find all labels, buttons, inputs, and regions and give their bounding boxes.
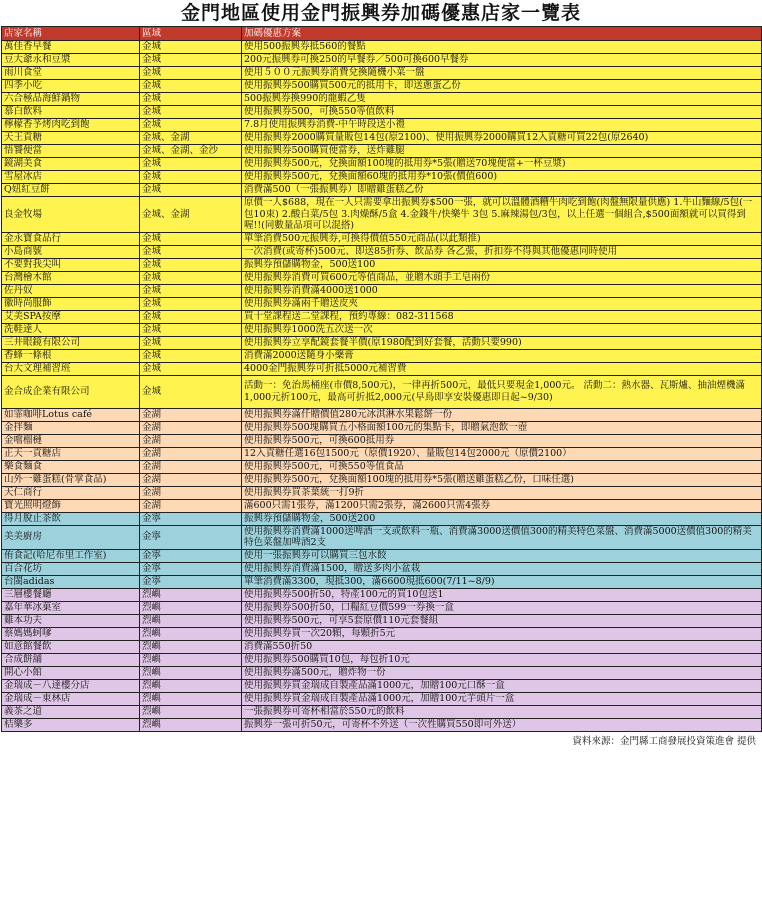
table-row xyxy=(2,408,762,421)
store-name-cell: 天仁商行 xyxy=(2,486,140,499)
table-row xyxy=(2,323,762,336)
table-row xyxy=(2,562,762,575)
area-cell: 金城 xyxy=(140,258,242,271)
store-name-cell: 香蜂一條根 xyxy=(2,349,140,362)
offer-cell: 7.8月使用振興券消費-中午時段送小禮 xyxy=(242,119,762,132)
store-name-cell: 六合極品海鮮鍋物 xyxy=(2,93,140,106)
area-cell: 金寧 xyxy=(140,575,242,588)
table-row xyxy=(2,447,762,460)
store-name-cell: 萬佳香早餐 xyxy=(2,41,140,54)
offer-cell: 消費滿2000送隨身小藥膏 xyxy=(242,349,762,362)
table-row xyxy=(2,614,762,627)
area-cell: 金城 xyxy=(140,245,242,258)
table-row xyxy=(2,473,762,486)
table-row xyxy=(2,310,762,323)
area-cell: 金城 xyxy=(140,271,242,284)
table-row xyxy=(2,158,762,171)
area-cell: 金城 xyxy=(140,119,242,132)
store-name-cell: 桔樂多 xyxy=(2,718,140,731)
area-cell: 金寧 xyxy=(140,512,242,525)
table-row xyxy=(2,679,762,692)
offer-cell: 使用振興券1000洗五次送一次 xyxy=(242,323,762,336)
table-row xyxy=(2,375,762,408)
store-name-cell: 開心小館 xyxy=(2,666,140,679)
table-row xyxy=(2,349,762,362)
area-cell: 金城 xyxy=(140,158,242,171)
offer-cell: 使用振興券消費滿1500，贈送多肉小盆栽 xyxy=(242,562,762,575)
offer-cell: 使用振興券500，可換550等值飲料 xyxy=(242,106,762,119)
table-row xyxy=(2,119,762,132)
store-name-cell: 嘉年華冰菓室 xyxy=(2,601,140,614)
table-row xyxy=(2,284,762,297)
table-row xyxy=(2,421,762,434)
store-table xyxy=(1,26,762,732)
area-cell: 金城 xyxy=(140,67,242,80)
store-name-cell: 悟饕便當 xyxy=(2,145,140,158)
offer-cell: 200元振興券可換250的早餐券／500可換600早餐券 xyxy=(242,54,762,67)
table-row xyxy=(2,653,762,666)
store-name-cell: 義茶之道 xyxy=(2,705,140,718)
offer-cell: 使用振興券500購買便當券，送炸雞腿 xyxy=(242,145,762,158)
area-cell: 金湖 xyxy=(140,447,242,460)
area-cell: 烈嶼 xyxy=(140,653,242,666)
offer-cell: 一張振興券可寄杯相當於550元的飲料 xyxy=(242,705,762,718)
area-cell: 烈嶼 xyxy=(140,718,242,731)
area-cell: 金湖 xyxy=(140,460,242,473)
table-row xyxy=(2,232,762,245)
area-cell: 金寧 xyxy=(140,525,242,549)
offer-cell: 使用振興券消費滿4000送1000 xyxy=(242,284,762,297)
table-row xyxy=(2,692,762,705)
offer-cell: 消費滿550折50 xyxy=(242,640,762,653)
area-cell: 金城 xyxy=(140,41,242,54)
store-name-cell: 三層樓餐廳 xyxy=(2,588,140,601)
store-name-cell: 樂食麵食 xyxy=(2,460,140,473)
area-cell: 烈嶼 xyxy=(140,692,242,705)
table-row xyxy=(2,627,762,640)
table-row xyxy=(2,486,762,499)
offer-cell: 使用一張振興券可以購買三包水餃 xyxy=(242,549,762,562)
offer-cell: 使用振興券500折50，特產100元的買10包送1 xyxy=(242,588,762,601)
table-row xyxy=(2,718,762,731)
offer-cell: 使用振興券500元，兌換面額60塊的抵用券*10張(價值600) xyxy=(242,171,762,184)
header-area: 區域 xyxy=(140,27,242,41)
area-cell: 烈嶼 xyxy=(140,679,242,692)
store-name-cell: 正天一貢糖店 xyxy=(2,447,140,460)
store-name-cell: 金瑞成－八達樓分店 xyxy=(2,679,140,692)
offer-cell: 振興券預儲購物金，500送200 xyxy=(242,512,762,525)
area-cell: 金寧 xyxy=(140,549,242,562)
area-cell: 金湖 xyxy=(140,486,242,499)
offer-cell: 使用振興券買金瑞成自製產品滿1000元，加贈100元口酥一盒 xyxy=(242,679,762,692)
store-name-cell: 蔡媽媽蚵嗲 xyxy=(2,627,140,640)
offer-cell: 使用振興券500購買10包，每包折10元 xyxy=(242,653,762,666)
offer-cell: 使用振興券500折50，口糧紅豆價599一券換一盒 xyxy=(242,601,762,614)
area-cell: 金城 xyxy=(140,184,242,197)
area-cell: 烈嶼 xyxy=(140,614,242,627)
area-cell: 金城 xyxy=(140,375,242,408)
table-row xyxy=(2,106,762,119)
store-name-cell: 佐丹奴 xyxy=(2,284,140,297)
source-note: 資料來源：金門縣工商發展投資策進會 提供 xyxy=(572,735,756,747)
table-row xyxy=(2,601,762,614)
store-name-cell: 寶光照明燈飾 xyxy=(2,499,140,512)
store-name-cell: 山外一雞蛋糕(骨掌食品) xyxy=(2,473,140,486)
store-name-cell: 艾美SPA按摩 xyxy=(2,310,140,323)
offer-cell: 500振興券換990的龍蝦乙隻 xyxy=(242,93,762,106)
offer-cell: 使用振興券買一次20顆，每顆折5元 xyxy=(242,627,762,640)
store-name-cell: 得月脫止茶飲 xyxy=(2,512,140,525)
offer-cell: 12入貢糖任選16包1500元（原價1920）、量販包14包2000元（原價2100） xyxy=(242,447,762,460)
table-row xyxy=(2,362,762,375)
offer-cell: 振興券預儲購物金，500送100 xyxy=(242,258,762,271)
table-row xyxy=(2,525,762,549)
table-row xyxy=(2,549,762,562)
store-name-cell: 台灣檜木館 xyxy=(2,271,140,284)
store-name-cell: 如意館餐飲 xyxy=(2,640,140,653)
offer-cell: 使用振興券消費滿1000送啤酒一支或飲料一瓶、消費滿3000送價值300的精美特色菜盤、消費滿5000送價值300的精美特色菜盤加啤酒2支 xyxy=(242,525,762,549)
area-cell: 烈嶼 xyxy=(140,666,242,679)
area-cell: 烈嶼 xyxy=(140,588,242,601)
area-cell: 金城 xyxy=(140,106,242,119)
area-cell: 烈嶼 xyxy=(140,705,242,718)
store-name-cell: 金永寶食品行 xyxy=(2,232,140,245)
store-name-cell: 三井眼鏡有限公司 xyxy=(2,336,140,349)
store-name-cell: 雨川食堂 xyxy=(2,67,140,80)
offer-cell: 一次消費(或寄杯)500元、即送85折券、飲品券 各乙張，折扣券不得與其他優惠同時使用 xyxy=(242,245,762,258)
area-cell: 烈嶼 xyxy=(140,627,242,640)
area-cell: 金城 xyxy=(140,171,242,184)
offer-cell: 使用振興券滿仟贈價值280元冰淇淋水果鬆餅一份 xyxy=(242,408,762,421)
store-name-cell: 洗鞋達人 xyxy=(2,323,140,336)
area-cell: 金城 xyxy=(140,54,242,67)
area-cell: 金湖 xyxy=(140,499,242,512)
offer-cell: 使用振興券2000購買量販包14包(原2100)、使用振興券2000購買12入貢糖可買22包(原2640) xyxy=(242,132,762,145)
table-row xyxy=(2,41,762,54)
offer-cell: 使用５００元振興券消費兌換隨機小菜一盤 xyxy=(242,67,762,80)
offer-cell: 使用振興券500元，兌換面額100塊的抵用券*5張(贈送雞蛋糕乙份，口味任選) xyxy=(242,473,762,486)
table-row xyxy=(2,197,762,233)
table-body xyxy=(2,41,762,732)
area-cell: 烈嶼 xyxy=(140,640,242,653)
store-name-cell: 侑食記(哈尼布里工作室) xyxy=(2,549,140,562)
offer-cell: 使用振興券買金瑞成自製產品滿1000元，加贈100元芋頭片一盒 xyxy=(242,692,762,705)
offer-cell: 使用振興券買茶葉統一打9折 xyxy=(242,486,762,499)
table-row xyxy=(2,80,762,93)
offer-cell: 使用500振興券抵560的餐點 xyxy=(242,41,762,54)
store-name-cell: 雪屋冰店 xyxy=(2,171,140,184)
store-name-cell: 如霏咖啡Lotus café xyxy=(2,408,140,421)
table-row xyxy=(2,67,762,80)
offer-cell: 使用振興券500購買500元的抵用卡，即送蔥蛋乙份 xyxy=(242,80,762,93)
area-cell: 金湖 xyxy=(140,408,242,421)
offer-cell: 使用振興券500元，可換550等值食品 xyxy=(242,460,762,473)
offer-cell: 活動一：免治馬桶座(市價8,500元)，一律再折500元，最低只要現金1,000元。 活動二：熱水器、瓦斯爐、抽油煙機滿1,000元折100元，最高可折抵2,000元(早鳥即享安裝優惠即日起~9/30) xyxy=(242,375,762,408)
area-cell: 金寧 xyxy=(140,562,242,575)
offer-cell: 使用振興券500塊購買五小格面額100元的集點卡，即贈氣泡飲一壺 xyxy=(242,421,762,434)
offer-cell: 使用振興券消費可買600元等值商品，並贈木頭手工皂兩份 xyxy=(242,271,762,284)
area-cell: 金湖 xyxy=(140,473,242,486)
store-name-cell: 良金牧場 xyxy=(2,197,140,233)
table-header-row xyxy=(2,27,762,41)
table-row xyxy=(2,336,762,349)
store-name-cell: 金合成企業有限公司 xyxy=(2,375,140,408)
area-cell: 金湖 xyxy=(140,434,242,447)
store-name-cell: 百合花坊 xyxy=(2,562,140,575)
offer-cell: 振興券一張可折50元，可寄杯不外送（一次性購買550即可外送） xyxy=(242,718,762,731)
area-cell: 金城 xyxy=(140,297,242,310)
store-name-cell: 不要對我尖叫 xyxy=(2,258,140,271)
store-name-cell: 金拌麵 xyxy=(2,421,140,434)
table-row xyxy=(2,512,762,525)
offer-cell: 使用振興券500元，兌換面額100塊的抵用券*5張(贈送70塊便當+一杯豆漿) xyxy=(242,158,762,171)
table-row xyxy=(2,93,762,106)
store-name-cell: 金瑞成－東林店 xyxy=(2,692,140,705)
store-name-cell: 金嚐榴槤 xyxy=(2,434,140,447)
offer-cell: 消費滿500（一張振興券）即贈雞蛋糕乙份 xyxy=(242,184,762,197)
offer-cell: 4000金門振興券可折抵5000元補習費 xyxy=(242,362,762,375)
area-cell: 金城 xyxy=(140,232,242,245)
table-row xyxy=(2,258,762,271)
offer-cell: 使用振興券滿兩千贈送皮夾 xyxy=(242,297,762,310)
table-row xyxy=(2,54,762,67)
store-name-cell: 檸檬香芧烤肉吃到飽 xyxy=(2,119,140,132)
offer-cell: 滿600只需1張券，滿1200只需2張券，滿2600只需4張券 xyxy=(242,499,762,512)
offer-cell: 使用振興券滿500元，贈炸物一份 xyxy=(242,666,762,679)
table-row xyxy=(2,434,762,447)
area-cell: 金城、金湖 xyxy=(140,197,242,233)
table-row xyxy=(2,666,762,679)
offer-cell: 使用振興券500元，可換600抵用券 xyxy=(242,434,762,447)
offer-cell: 原價一人$688，現在一人只需要拿出振興券$500一張，就可以溫體酒糟牛肉吃到飽(肉盤無限量供應) 1.牛山麵線/5包(一包10束) 2.酸白菜/5包 3.肉燥酥/5盒 4.金錢牛/快樂牛 3包 5.麻辣湯包/3包，以上任選一個組合,$500面額就可以買得到喔!!(同數量品項可以混搭) xyxy=(242,197,762,233)
table-row xyxy=(2,640,762,653)
area-cell: 金城 xyxy=(140,80,242,93)
store-name-cell: Q妞紅豆餅 xyxy=(2,184,140,197)
store-name-cell: 天王貢糖 xyxy=(2,132,140,145)
table-row xyxy=(2,499,762,512)
table-row xyxy=(2,171,762,184)
table-row xyxy=(2,245,762,258)
store-name-cell: 豆大爺永和豆漿 xyxy=(2,54,140,67)
store-name-cell: 美美廚房 xyxy=(2,525,140,549)
area-cell: 金城 xyxy=(140,93,242,106)
area-cell: 金城 xyxy=(140,284,242,297)
store-name-cell: 小島商號 xyxy=(2,245,140,258)
offer-cell: 單筆消費500元振興券,可換得價值550元商品(以此類推) xyxy=(242,232,762,245)
store-name-cell: 台閩adidas xyxy=(2,575,140,588)
offer-cell: 使用振興券500元，可享5套原價110元套餐組 xyxy=(242,614,762,627)
store-name-cell: 徽時尚服飾 xyxy=(2,297,140,310)
table-row xyxy=(2,297,762,310)
table-row xyxy=(2,575,762,588)
header-offer: 加碼優惠方案 xyxy=(242,27,762,41)
area-cell: 金城 xyxy=(140,310,242,323)
area-cell: 金城 xyxy=(140,323,242,336)
table-row xyxy=(2,145,762,158)
area-cell: 金城 xyxy=(140,336,242,349)
header-store-name: 店家名稱 xyxy=(2,27,140,41)
table-row xyxy=(2,705,762,718)
table-row xyxy=(2,460,762,473)
store-name-cell: 鏡湖美食 xyxy=(2,158,140,171)
store-name-cell: 台大文理補習班 xyxy=(2,362,140,375)
offer-cell: 單筆消費滿3300，現抵300，滿6600現抵600(7/11~8/9) xyxy=(242,575,762,588)
area-cell: 金城 xyxy=(140,349,242,362)
area-cell: 金城、金湖、金沙 xyxy=(140,145,242,158)
area-cell: 金城 xyxy=(140,362,242,375)
area-cell: 金城、金湖 xyxy=(140,132,242,145)
area-cell: 烈嶼 xyxy=(140,601,242,614)
store-name-cell: 慕白飲料 xyxy=(2,106,140,119)
page-title: 金門地區使用金門振興券加碼優惠店家一覽表 xyxy=(180,2,581,24)
store-name-cell: 合成餅舖 xyxy=(2,653,140,666)
table-row xyxy=(2,132,762,145)
store-name-cell: 四季小吃 xyxy=(2,80,140,93)
table-row xyxy=(2,588,762,601)
table-row xyxy=(2,184,762,197)
area-cell: 金湖 xyxy=(140,421,242,434)
offer-cell: 買十堂課程送二堂課程，預約專線：082-311568 xyxy=(242,310,762,323)
table-row xyxy=(2,271,762,284)
store-name-cell: 雞本功夫 xyxy=(2,614,140,627)
offer-cell: 使用振興券立享配鏡套餐半價(原1980配到好套餐，活動只要990) xyxy=(242,336,762,349)
